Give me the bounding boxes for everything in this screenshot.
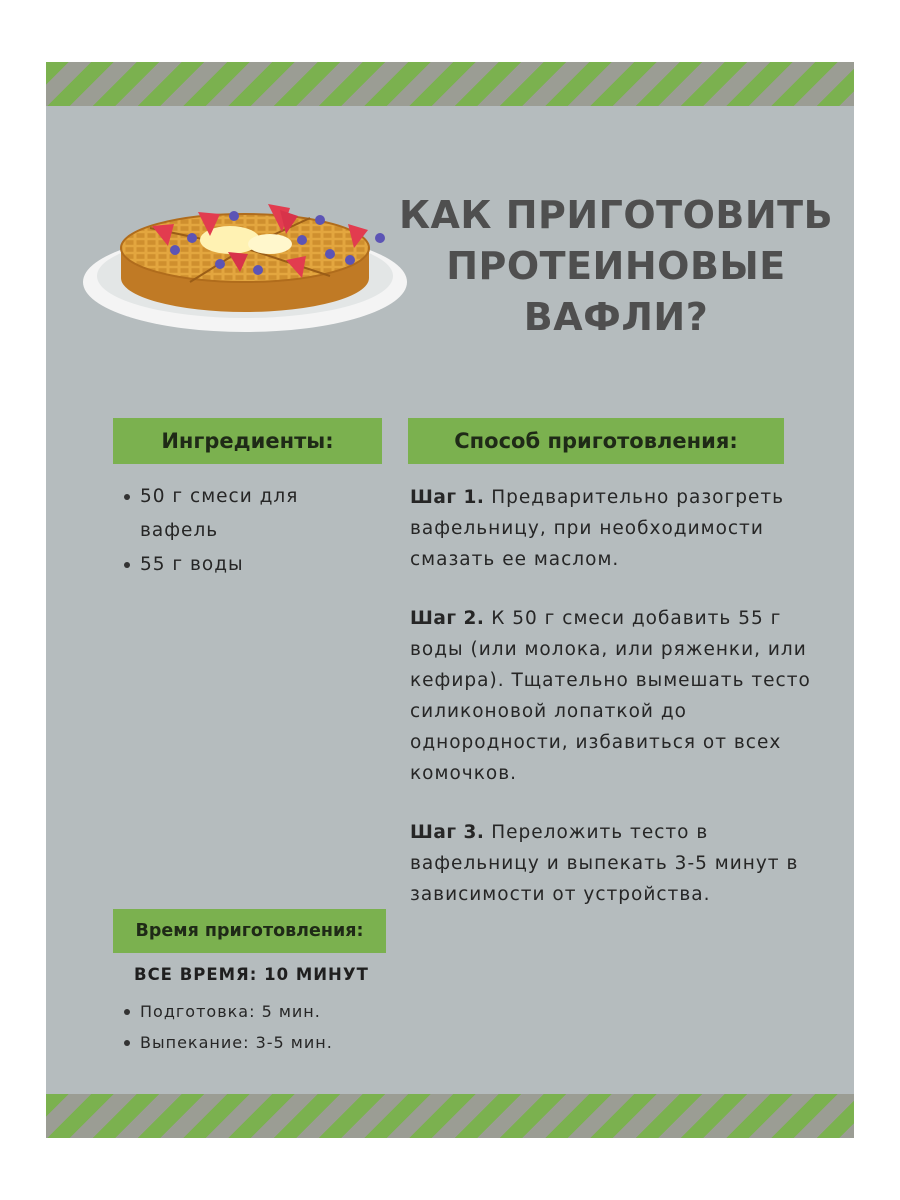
method-steps	[410, 482, 840, 938]
ingredients-list	[120, 480, 360, 582]
method-header: Способ приготовления:	[408, 418, 784, 464]
time-item: Подготовка: 5 мин.	[120, 996, 400, 1027]
bottom-stripe-border	[46, 1094, 854, 1138]
time-breakdown-list	[120, 996, 400, 1058]
top-stripe-border	[46, 62, 854, 106]
step-2-text: К 50 г смеси добавить 55 г воды (или молока, или ряженки, или кефира). Тщательно вымешать тесто силиконовой лопаткой до однородности, избавиться от всех комочков.	[410, 608, 811, 784]
ingredient-item: 50 г смеси для вафель	[120, 480, 360, 548]
ingredient-item: 55 г воды	[120, 548, 360, 582]
recipe-card	[46, 62, 854, 1138]
page-title: КАК ПРИГОТОВИТЬ ПРОТЕИНОВЫЕ ВАФЛИ?	[398, 193, 834, 339]
ingredients-header: Ингредиенты:	[113, 418, 382, 464]
step-1-label: Шаг 1.	[410, 487, 485, 508]
step-3-label: Шаг 3.	[410, 822, 485, 843]
step-3	[410, 817, 840, 910]
step-1	[410, 482, 840, 575]
step-2-label: Шаг 2.	[410, 608, 485, 629]
step-1-text: Предварительно разогреть вафельницу, при необходимости смазать ее маслом.	[410, 487, 785, 570]
step-2	[410, 603, 840, 789]
total-time: ВСЕ ВРЕМЯ: 10 МИНУТ	[134, 965, 369, 984]
waffle-plate-illustration	[80, 190, 410, 335]
cooking-time-header: Время приготовления:	[113, 909, 386, 953]
time-item: Выпекание: 3-5 мин.	[120, 1027, 400, 1058]
step-3-text: Переложить тесто в вафельницу и выпекать 3-5 минут в зависимости от устройства.	[410, 822, 799, 905]
